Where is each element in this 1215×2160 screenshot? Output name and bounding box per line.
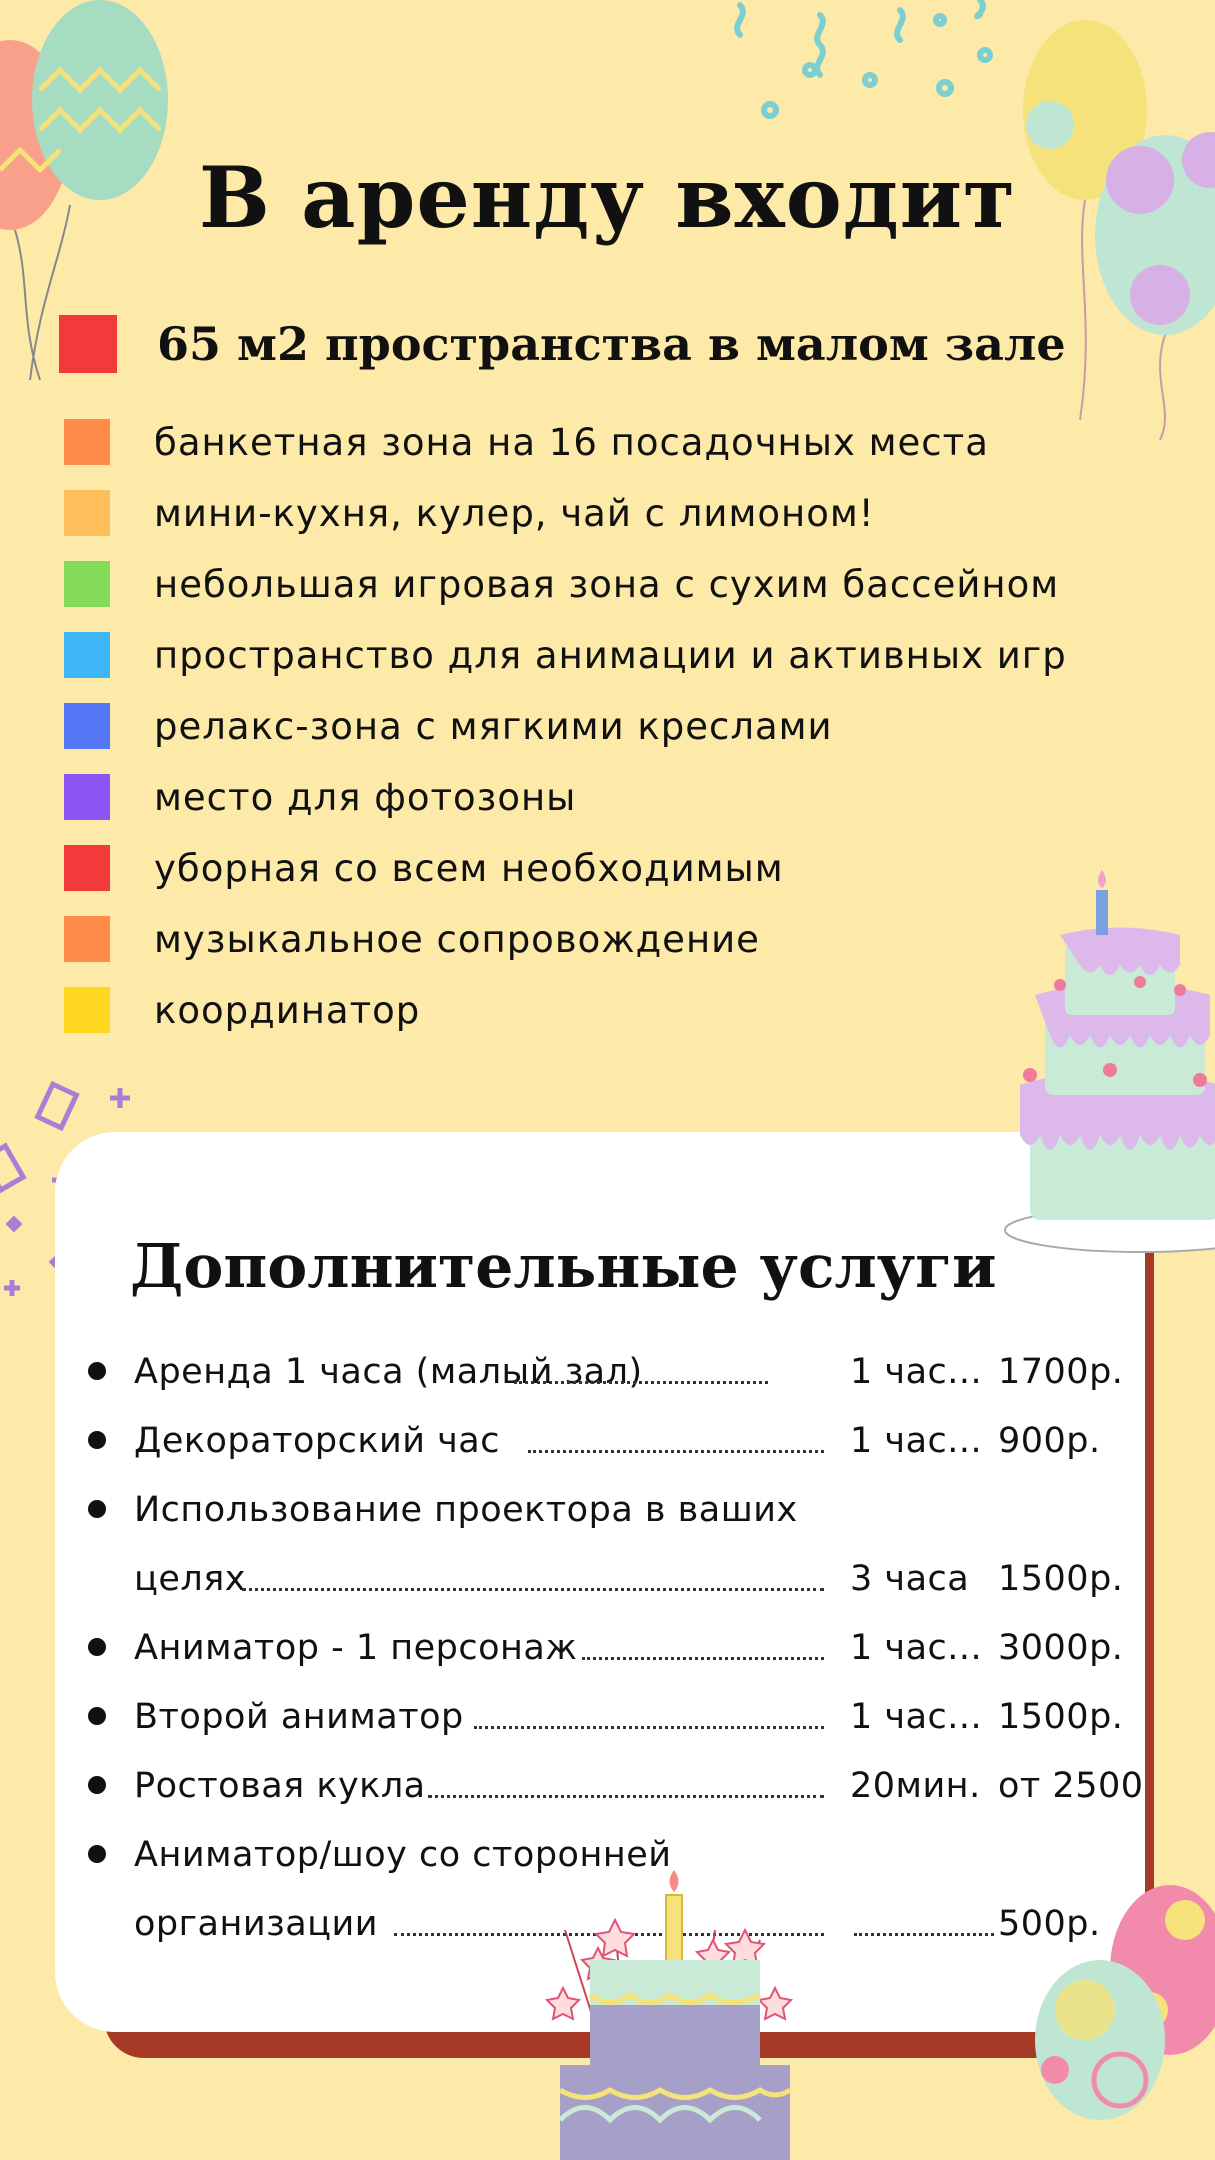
color-square-icon <box>64 419 110 465</box>
color-square-icon <box>64 845 110 891</box>
service-duration: 1 час... <box>850 1420 983 1461</box>
service-price: 1500р. <box>998 1696 1124 1737</box>
dot-leader <box>582 1657 824 1660</box>
dot-leader <box>514 1381 768 1384</box>
list-item-text: уборная со всем необходимым <box>154 846 784 890</box>
service-row <box>82 1475 1142 1613</box>
color-square-icon <box>59 315 117 373</box>
bullet-icon <box>88 1362 106 1380</box>
service-name: Второй аниматор <box>134 1696 464 1737</box>
color-square-icon <box>64 987 110 1033</box>
service-price: 3000р. <box>998 1627 1124 1668</box>
list-item <box>64 412 989 472</box>
dot-leader <box>428 1795 824 1798</box>
service-duration: 20мин. <box>850 1765 981 1806</box>
service-name: Использование проектора в ваших <box>134 1489 798 1530</box>
page-title: В аренду входит <box>198 148 1017 247</box>
service-name: Декораторский час <box>134 1420 500 1461</box>
balloons-bottom-icon <box>1035 1885 1215 2120</box>
service-name-continued: целях <box>134 1558 246 1599</box>
list-item-text: релакс-зона с мягкими креслами <box>154 704 833 748</box>
service-duration: 1 час... <box>850 1627 983 1668</box>
list-item <box>64 554 1059 614</box>
service-name: Ростовая кукла <box>134 1765 426 1806</box>
list-item <box>64 696 833 756</box>
list-item-text: банкетная зона на 16 посадочных места <box>154 420 989 464</box>
list-item-text: место для фотозоны <box>154 775 577 819</box>
service-row <box>82 1337 1142 1406</box>
color-square-icon <box>64 774 110 820</box>
cake-icon <box>1000 870 1215 1260</box>
list-item-text: мини-кухня, кулер, чай с лимоном! <box>154 491 875 535</box>
list-item <box>64 314 1066 374</box>
list-item <box>64 909 760 969</box>
dot-leader <box>242 1588 824 1591</box>
bullet-icon <box>88 1638 106 1656</box>
bullet-icon <box>88 1500 106 1518</box>
service-duration: 1 час... <box>850 1696 983 1737</box>
bullet-icon <box>88 1707 106 1725</box>
color-square-icon <box>64 632 110 678</box>
color-square-icon <box>64 490 110 536</box>
color-square-icon <box>64 561 110 607</box>
service-duration: 3 часа <box>850 1558 970 1599</box>
list-item <box>64 625 1067 685</box>
service-name-continued: организации <box>134 1903 378 1944</box>
dot-leader <box>528 1450 824 1453</box>
service-name: Аниматор/шоу со сторонней <box>134 1834 672 1875</box>
bullet-icon <box>88 1431 106 1449</box>
list-item <box>64 483 875 543</box>
list-item-text: пространство для анимации и активных игр <box>154 633 1067 677</box>
extra-services-title: Дополнительные услуги <box>130 1232 997 1302</box>
service-name: Аниматор - 1 персонаж <box>134 1627 578 1668</box>
list-item <box>64 980 420 1040</box>
confetti-icon <box>737 0 990 116</box>
service-duration: 1 час... <box>850 1351 983 1392</box>
list-item-text: координатор <box>154 988 421 1032</box>
service-name: Аренда 1 часа (малый зал) <box>134 1351 643 1392</box>
bullet-icon <box>88 1776 106 1794</box>
decorations-bottom <box>0 1860 1215 2160</box>
list-item <box>64 838 784 898</box>
service-price: от 2500 <box>998 1765 1144 1806</box>
list-item-text: небольшая игровая зона с сухим бассейном <box>154 562 1060 606</box>
service-price: 1700р. <box>998 1351 1124 1392</box>
list-item <box>64 767 576 827</box>
service-price: 900р. <box>998 1420 1101 1461</box>
service-row <box>82 1406 1142 1475</box>
birthday-cake-icon <box>547 1870 791 2160</box>
service-price: 500р. <box>998 1903 1101 1944</box>
service-row <box>82 1682 1142 1751</box>
color-square-icon <box>64 703 110 749</box>
service-row <box>82 1613 1142 1682</box>
list-item-text: 65 м2 пространства в малом зале <box>157 317 1066 371</box>
color-square-icon <box>64 916 110 962</box>
dot-leader <box>474 1726 824 1729</box>
list-item-text: музыкальное сопровождение <box>154 917 760 961</box>
service-row <box>82 1751 1142 1820</box>
service-price: 1500р. <box>998 1558 1124 1599</box>
